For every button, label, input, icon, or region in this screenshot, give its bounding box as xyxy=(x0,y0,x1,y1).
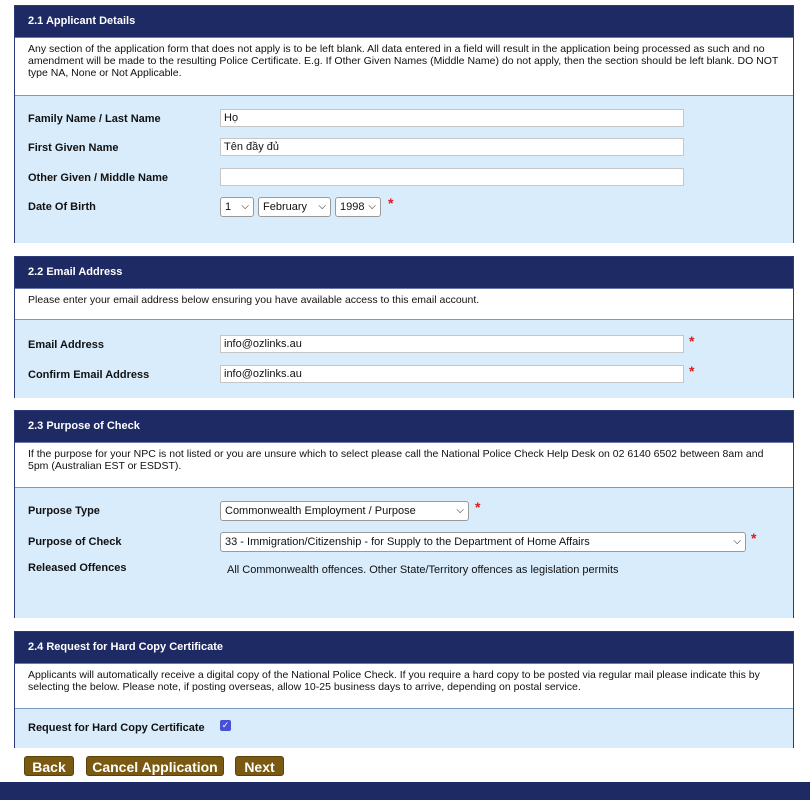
back-button[interactable]: Back xyxy=(24,756,74,776)
dob-month-value: February xyxy=(263,201,308,213)
chevron-down-icon: ⌵ xyxy=(733,536,741,547)
hardcopy-description: Applicants will automatically receive a digital copy of the National Police Check. If you require a hard copy to be posted via regular mail please indicate this by selecting the below. Please note, if posting overseas, allow 10-25 business days to arrive, depending on postal service. xyxy=(15,664,793,709)
confirm-email-required-mark: * xyxy=(689,363,695,379)
purpose-description: If the purpose for your NPC is not listed or you are unsure which to select please call the National Police Check Help Desk on 02 6140 6502 between 8am and 5pm (Australian EST or ESDST). xyxy=(15,443,793,488)
chevron-down-icon: ⌵ xyxy=(318,201,326,212)
hardcopy-heading: 2.4 Request for Hard Copy Certificate xyxy=(15,632,793,664)
dob-required-mark: * xyxy=(388,195,394,211)
dob-month-select[interactable] xyxy=(258,197,331,217)
dob-day-select[interactable] xyxy=(220,197,254,217)
purpose-of-check-select[interactable] xyxy=(220,532,746,552)
chevron-down-icon: ⌵ xyxy=(368,201,376,212)
dob-year-select[interactable] xyxy=(335,197,381,217)
applicant-details-form xyxy=(15,96,793,243)
email-description: Please enter your email address below ensuring you have available access to this email account. xyxy=(15,289,793,320)
purpose-of-check-value: 33 - Immigration/Citizenship - for Supply to the Department of Home Affairs xyxy=(225,536,590,548)
middle-name-label: Other Given / Middle Name xyxy=(28,172,168,184)
released-offences-label: Released Offences xyxy=(28,562,127,574)
cancel-application-button[interactable]: Cancel Application xyxy=(86,756,224,776)
email-input[interactable] xyxy=(220,335,684,353)
footer-bar xyxy=(0,782,810,800)
dob-year-value: 1998 xyxy=(340,201,365,213)
email-label: Email Address xyxy=(28,339,105,351)
hardcopy-section xyxy=(14,631,794,748)
checkmark-icon: ✓ xyxy=(221,720,230,730)
purpose-type-select[interactable] xyxy=(220,501,469,521)
purpose-type-value: Commonwealth Employment / Purpose xyxy=(225,505,416,517)
first-name-input[interactable] xyxy=(220,138,684,156)
dob-day-value: 1 xyxy=(225,201,232,213)
middle-name-input[interactable] xyxy=(220,168,684,186)
hardcopy-form xyxy=(15,709,793,748)
confirm-email-input[interactable] xyxy=(220,365,684,383)
hardcopy-request-label: Request for Hard Copy Certificate xyxy=(28,722,205,734)
applicant-details-section xyxy=(14,5,794,243)
chevron-down-icon: ⌵ xyxy=(456,505,464,516)
purpose-type-label: Purpose Type xyxy=(28,505,100,517)
email-required-mark: * xyxy=(689,333,695,349)
applicant-details-description: Any section of the application form that does not apply is to be left blank. All data entered in a field will result in the application being processed as such and no amendment will be made to the resulting Police Certificate. E.g. If Other Given Names (Middle Name) do not apply, then the section should be left blank. DO NOT type NA, None or Not Applicable. xyxy=(15,38,793,96)
next-button[interactable]: Next xyxy=(235,756,284,776)
purpose-section xyxy=(14,410,794,618)
first-name-label: First Given Name xyxy=(28,142,119,154)
chevron-down-icon: ⌵ xyxy=(241,201,249,212)
purpose-heading: 2.3 Purpose of Check xyxy=(15,411,793,443)
released-offences-value: All Commonwealth offences. Other State/Territory offences as legislation permits xyxy=(227,564,619,576)
family-name-input[interactable] xyxy=(220,109,684,127)
purpose-of-check-label: Purpose of Check xyxy=(28,536,122,548)
hardcopy-checkbox[interactable] xyxy=(220,720,231,731)
purpose-type-required-mark: * xyxy=(475,499,481,515)
purpose-of-check-required-mark: * xyxy=(751,530,757,546)
applicant-details-heading: 2.1 Applicant Details xyxy=(15,6,793,38)
email-heading: 2.2 Email Address xyxy=(15,257,793,289)
dob-label: Date Of Birth xyxy=(28,201,96,213)
family-name-label: Family Name / Last Name xyxy=(28,113,161,125)
confirm-email-label: Confirm Email Address xyxy=(28,369,150,381)
email-form xyxy=(15,320,793,398)
purpose-form xyxy=(15,488,793,618)
email-section xyxy=(14,256,794,398)
